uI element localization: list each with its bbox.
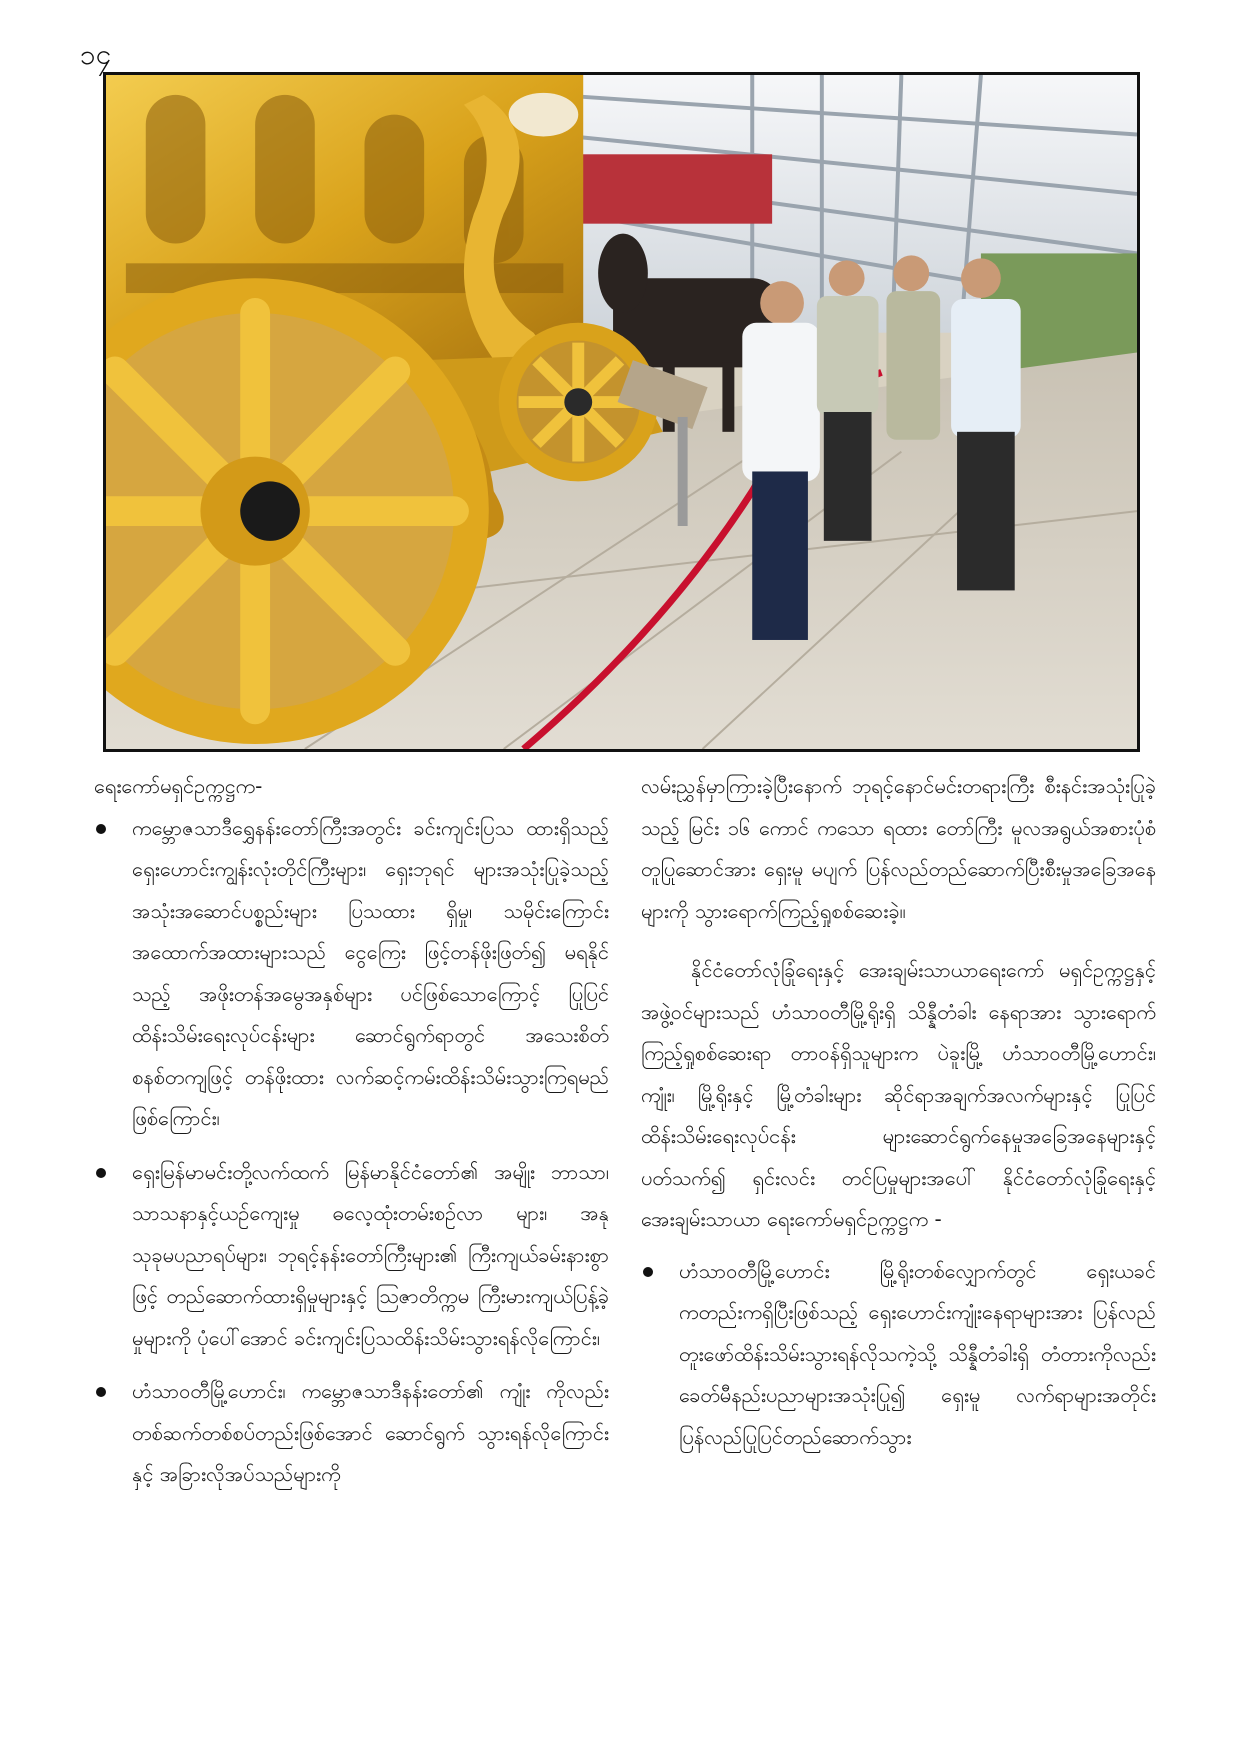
page-number: ၁၄ (80, 38, 112, 71)
right-column (641, 766, 1156, 1470)
golden-chariot-image (106, 75, 1137, 749)
bullet-icon (96, 824, 106, 834)
list-item (94, 1152, 609, 1360)
section-heading: ရေးကော်မရှင်ဥက္ကဋ္ဌက- (94, 774, 263, 798)
right-bullet-list (641, 1251, 1156, 1459)
continuation-paragraph: လမ်းညွှန်မှာကြားခဲ့ပြီးနောက် ဘုရင့်နောင်မင်းတရားကြီး စီးနင်းအသုံးပြုခဲ့သည့် မြင်း ၁၆ ကောင် ကသော ရထား တော်ကြီး မူလအရွယ်အစားပုံစံတူပြုဆောင်အား ရှေးမူ မပျက် ပြန်လည်တည်ဆောက်ပြီးစီးမှုအခြေအနေများကို သွားရောက်ကြည့်ရှုစစ်ဆေးခဲ့။ (641, 774, 1156, 923)
body-paragraph: နိုင်ငံတော်လုံခြုံရေးနှင့် အေးချမ်းသာယာရေးကော် မရှင်ဥက္ကဋ္ဌနှင့်အဖွဲ့ဝင်များသည် ဟံသာဝတီမြို့ရိုးရှိ သိန္နီတံခါး နေရာအား သွားရောက်ကြည့်ရှုစစ်ဆေးရာ တာဝန်ရှိသူများက ပဲခူးမြို့ ဟံသာဝတီမြို့ဟောင်း၊ ကျုံး၊ မြို့ရိုးနှင့် မြို့တံခါးများ ဆိုင်ရာအချက်အလက်များနှင့် ပြုပြင်ထိန်းသိမ်းရေးလုပ်ငန်း များဆောင်ရွက်နေမှုအခြေအနေများနှင့်ပတ်သက်၍ ရှင်းလင်း တင်ပြမှုများအပေါ် နိုင်ငံတော်လုံခြုံရေးနှင့်အေးချမ်းသာယာ ရေးကော်မရှင်ဥက္ကဋ္ဌက - (641, 958, 1156, 1231)
list-item-text: ဟံသာဝတီမြို့ဟောင်း မြို့ရိုးတစ်လျှောက်တွင် ရှေးယခင် ကတည်းကရှိပြီးဖြစ်သည့် ရှေးဟောင်းကျုံးနေရာများအား ပြန်လည်တူးဖော်ထိန်းသိမ်းသွားရန်လိုသကဲ့သို့ သိန္နီတံခါးရှိ တံတားကိုလည်း ခေတ်မီနည်းပညာများအသုံးပြု၍ ရှေးမူ လက်ရာများအတိုင်း ပြန်လည်ပြုပြင်တည်ဆောက်သွား (679, 1258, 1156, 1449)
left-bullet-list (94, 808, 609, 1496)
bullet-icon (96, 1168, 106, 1178)
list-item (641, 1251, 1156, 1459)
left-column (94, 766, 609, 1508)
bullet-icon (643, 1267, 653, 1277)
list-item-text: ကမ္ဘောဇသာဒီရွှေနန်းတော်ကြီးအတွင်း ခင်းကျင်းပြသ ထားရှိသည့် ရှေးဟောင်းကျွန်းလုံးတိုင်ကြီးများ၊ ရှေးဘုရင် များအသုံးပြုခဲ့သည့် အသုံးအဆောင်ပစ္စည်းများ ပြသထား ရှိမှု၊ သမိုင်းကြောင်းအထောက်အထားများသည် ငွေကြေး ဖြင့်တန်ဖိုးဖြတ်၍ မရနိုင်သည့် အဖိုးတန်အမွေအနှစ်များ ပင်ဖြစ်သောကြောင့် ပြုပြင်ထိန်းသိမ်းရေးလုပ်ငန်းများ ဆောင်ရွက်ရာတွင် အသေးစိတ်စနစ်တကျဖြင့် တန်ဖိုးထား လက်ဆင့်ကမ်းထိန်းသိမ်းသွားကြရမည်ဖြစ်ကြောင်း၊ (132, 815, 609, 1130)
chariot-photo (103, 72, 1140, 752)
list-item-text: ဟံသာဝတီမြို့ဟောင်း၊ ကမ္ဘောဇသာဒီနန်းတော်၏ ကျုံး ကိုလည်း တစ်ဆက်တစ်စပ်တည်းဖြစ်အောင် ဆောင်ရွက် သွားရန်လိုကြောင်းနှင့် အခြားလိုအပ်သည်များကို (132, 1379, 609, 1486)
bullet-icon (96, 1387, 106, 1397)
list-item-text: ရှေးမြန်မာမင်းတို့လက်ထက် မြန်မာနိုင်ငံတော်၏ အမျိုး ဘာသာ၊ သာသနာနှင့်ယဉ်ကျေးမှု ဓလေ့ထုံးတမ်းစဉ်လာ များ၊ အနုသုခုမပညာရပ်များ၊ ဘုရင့်နန်းတော်ကြီးများ၏ ကြီးကျယ်ခမ်းနားစွာဖြင့် တည်ဆောက်ထားရှိမှုများနှင့် သြဇာတိက္ကမ ကြီးမားကျယ်ပြန့်ခဲ့မှုများကို ပုံပေါ်အောင် ခင်းကျင်းပြသထိန်းသိမ်းသွားရန်လိုကြောင်း၊ (132, 1159, 609, 1350)
list-item (94, 1371, 609, 1496)
list-item (94, 808, 609, 1140)
